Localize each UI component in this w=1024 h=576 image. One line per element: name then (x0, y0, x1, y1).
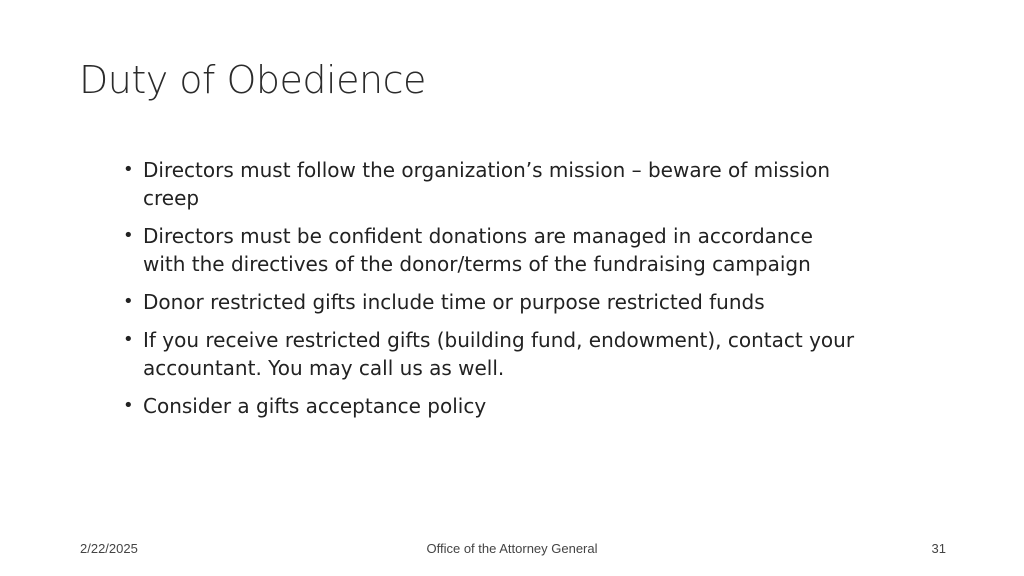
bullet-dot-icon: • (123, 291, 134, 312)
bullet-dot-icon: • (123, 395, 134, 416)
footer-page-number: 31 (931, 541, 946, 556)
bullet-text: If you receive restricted gifts (building fund, endowment), contact your accountant. You may call us as well. (143, 328, 855, 380)
footer-date: 2/22/2025 (80, 541, 138, 556)
bullet-dot-icon: • (123, 225, 134, 246)
bullet-item (120, 288, 860, 316)
slide-title: Duty of Obedience (79, 58, 426, 102)
bullet-dot-icon: • (123, 329, 134, 350)
bullet-list (120, 156, 860, 430)
bullet-text: Directors must be confident donations are managed in accordance with the directives of the donor/terms of the fundraising campaign (143, 224, 813, 276)
footer-office-name: Office of the Attorney General (426, 541, 598, 556)
bullet-dot-icon: • (123, 159, 134, 180)
bullet-item (120, 392, 860, 420)
bullet-text: Directors must follow the organization’s mission – beware of mission creep (143, 158, 831, 210)
bullet-item (120, 156, 860, 212)
bullet-item (120, 222, 860, 278)
bullet-text: Donor restricted gifts include time or purpose restricted funds (143, 290, 765, 314)
bullet-text: Consider a gifts acceptance policy (143, 394, 487, 418)
bullet-item (120, 326, 860, 382)
